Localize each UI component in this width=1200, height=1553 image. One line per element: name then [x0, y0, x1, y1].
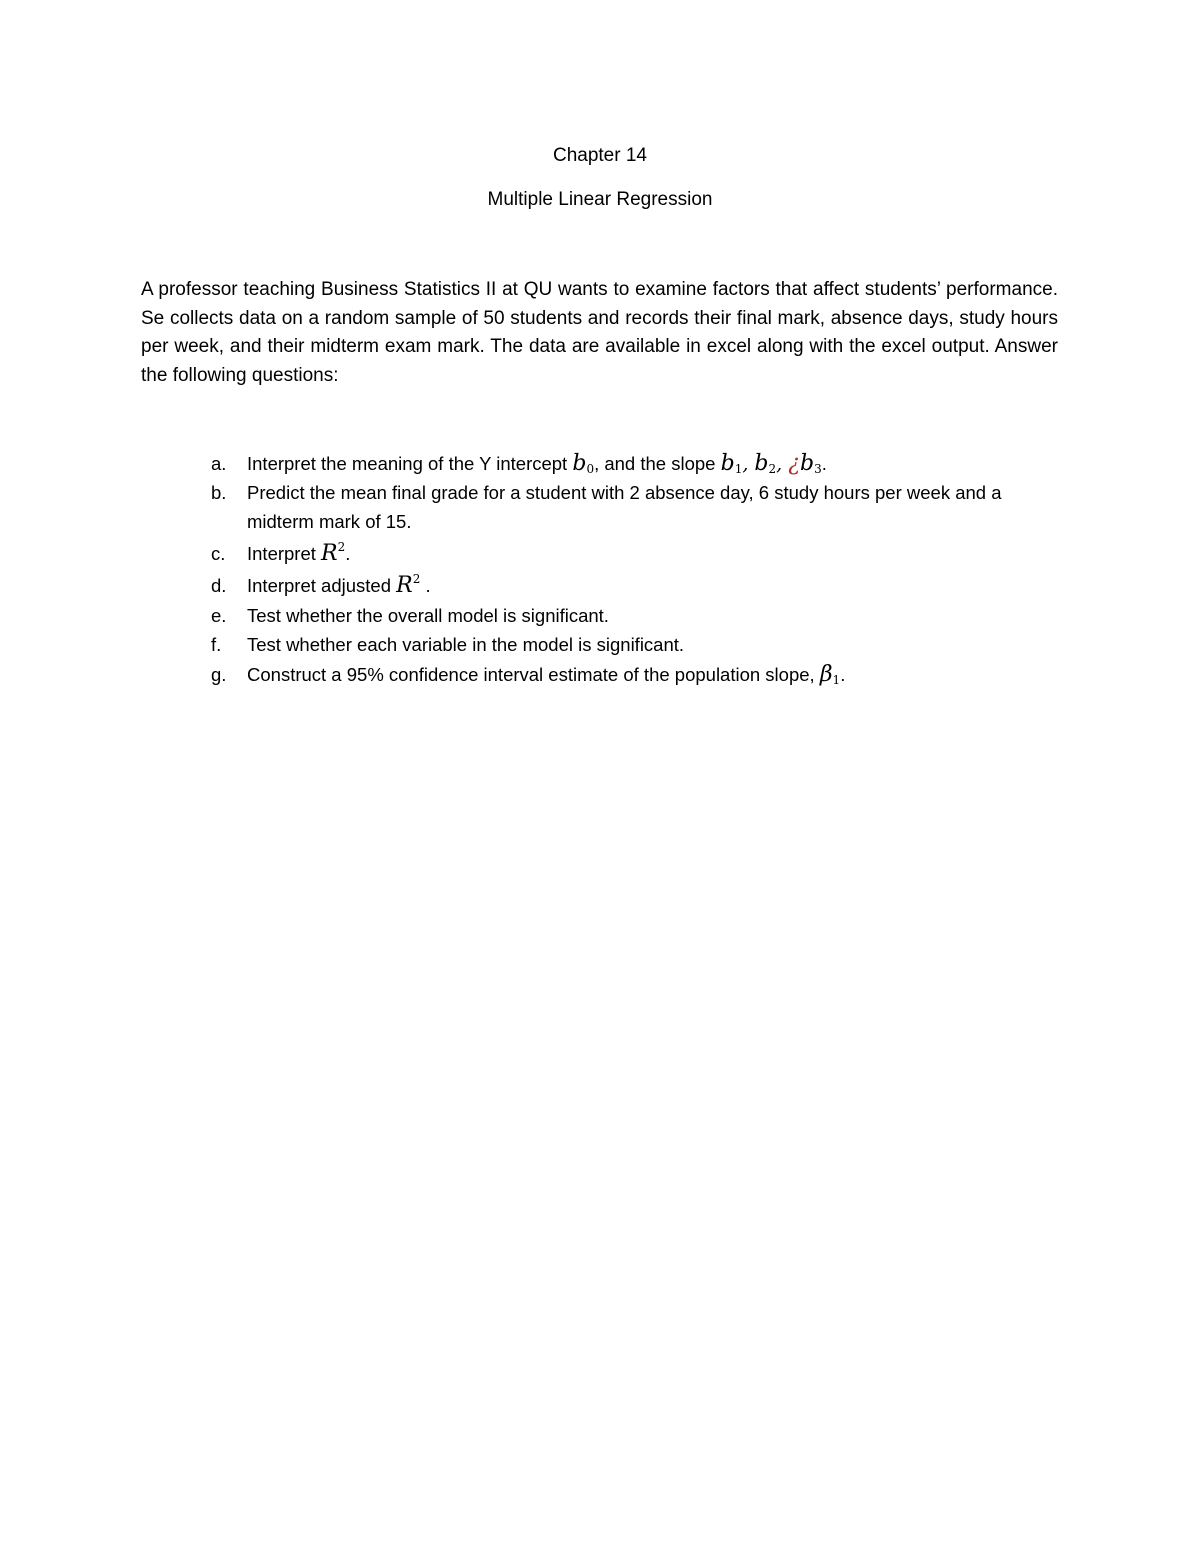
question-marker: e.	[211, 605, 227, 626]
b2-letter: b	[754, 451, 769, 476]
b2-subscript: 2	[768, 462, 777, 476]
question-text: Predict the mean final grade for a student with 2 absence day, 6 study hours per week and a midterm mark of 15.	[247, 482, 1002, 532]
question-text: Interpret the meaning of the Y intercept	[247, 453, 573, 474]
question-text-cont: , and the slope	[594, 453, 721, 474]
question-e	[0, 602, 1200, 631]
b1-symbol	[721, 451, 743, 476]
question-text: Interpret	[247, 543, 322, 564]
separator: ,	[742, 453, 755, 475]
b1-subscript: 1	[734, 462, 743, 476]
question-marker: d.	[211, 575, 227, 596]
b1-letter: b	[720, 451, 735, 476]
r-squared-symbol	[321, 541, 345, 566]
question-b	[0, 479, 1200, 536]
b3-letter: b	[800, 451, 815, 476]
question-marker: c.	[211, 543, 226, 564]
question-end: .	[821, 453, 827, 474]
question-marker: f.	[211, 633, 222, 655]
question-text: Test whether each variable in the model is significant.	[247, 633, 685, 655]
question-end: .	[420, 575, 431, 596]
question-text: Test whether the overall model is significant.	[247, 605, 609, 626]
r-letter: R	[321, 541, 338, 566]
adjusted-r-squared-symbol	[396, 573, 420, 598]
inverted-question-glyph: ¿	[788, 451, 801, 476]
beta1-symbol	[820, 662, 840, 687]
question-list	[0, 448, 1200, 691]
chapter-title: Chapter 14	[552, 145, 647, 166]
question-end: .	[840, 664, 846, 685]
beta-letter: β	[819, 662, 833, 687]
b0-symbol	[572, 451, 594, 476]
r-superscript: 2	[412, 572, 421, 586]
b3-symbol	[800, 451, 822, 476]
question-marker: a.	[211, 453, 227, 474]
question-c	[0, 538, 1200, 570]
separator: ,	[776, 453, 789, 475]
b0-letter: b	[572, 451, 587, 476]
question-text: Interpret adjusted	[247, 575, 397, 596]
question-g	[0, 659, 1200, 691]
intro-text: A professor teaching Business Statistics II at QU wants to examine factors that affect students’ performance. Se collects data on a random sample of 50 students and records their final mark, absence days, study hours per week, and their midterm exam mark. The data are available in excel along with the excel output. Answer the following questions:	[141, 279, 1058, 386]
b3-subscript: 3	[814, 462, 822, 476]
question-d	[0, 570, 1200, 602]
question-a	[0, 448, 1200, 479]
question-marker: b.	[211, 482, 227, 503]
b2-symbol	[754, 451, 776, 476]
r-superscript: 2	[337, 540, 346, 554]
beta-subscript: 1	[832, 673, 841, 687]
b0-subscript: 0	[586, 462, 595, 476]
question-text: Construct a 95% confidence interval estimate of the population slope,	[247, 664, 820, 685]
chapter-subtitle: Multiple Linear Regression	[487, 189, 713, 210]
r-letter: R	[396, 573, 413, 598]
question-end: .	[345, 543, 351, 564]
question-marker: g.	[211, 664, 227, 685]
question-f	[0, 631, 1200, 660]
intro-paragraph	[141, 276, 1058, 390]
